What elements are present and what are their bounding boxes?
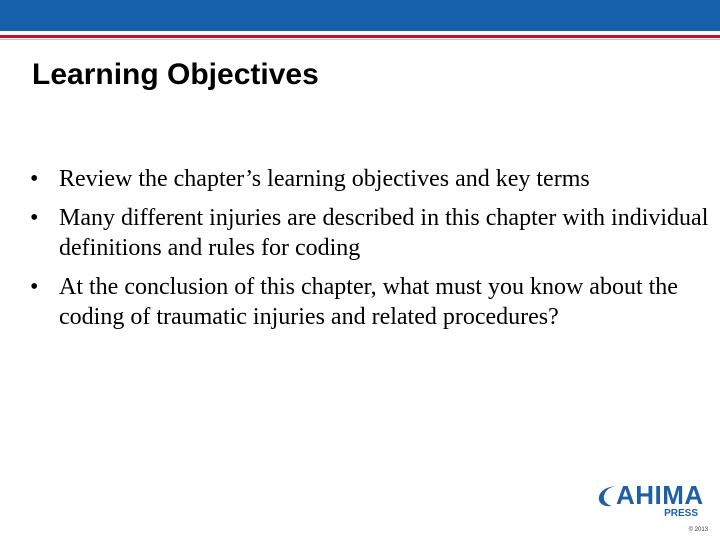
bullet-marker: •: [30, 205, 39, 231]
copyright-notice: © 2013: [688, 527, 708, 533]
bullet-marker: •: [30, 166, 39, 192]
bullet-text: At the conclusion of this chapter, what must you know about the coding of traumatic injuries and related procedures?: [59, 274, 678, 330]
bullet-item: [30, 272, 710, 332]
header-bar: [0, 0, 720, 31]
header-divider: [0, 39, 720, 40]
logo-subtext: PRESS: [664, 508, 698, 519]
bullet-item: [30, 203, 710, 263]
header-accent-rule: [0, 35, 720, 38]
bullet-marker: •: [30, 274, 39, 300]
bullet-item: [30, 164, 710, 194]
ahima-press-logo: [596, 480, 706, 528]
bullet-list: [30, 164, 710, 341]
bullet-text: Review the chapter’s learning objectives and key terms: [59, 166, 590, 192]
logo-wordmark: AHIMA: [616, 480, 704, 510]
slide-title: Learning Objectives: [32, 58, 319, 91]
bullet-text: Many different injuries are described in this chapter with individual definitions and rules for coding: [59, 205, 709, 261]
swoosh-icon: [596, 484, 618, 508]
